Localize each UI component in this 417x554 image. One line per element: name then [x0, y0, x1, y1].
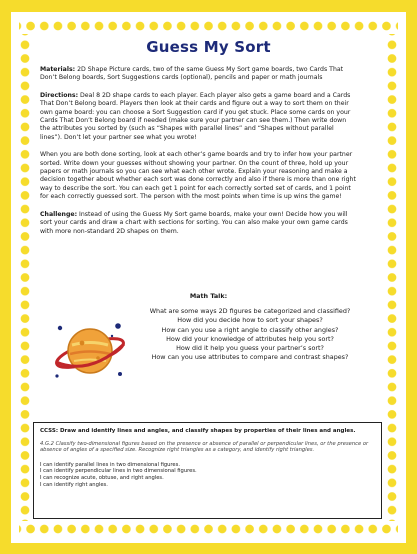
- directions-paragraph: [40, 92, 356, 142]
- math-talk-question: How did your knowledge of attributes help you sort?: [166, 334, 334, 343]
- ccss-standards-box: [33, 422, 382, 519]
- i-can-statement: I can recognize acute, obtuse, and right angles.: [40, 474, 164, 481]
- dot-border-left: [18, 34, 32, 521]
- math-talk-question: How can you use a right angle to classify other angles?: [161, 325, 339, 334]
- dot-border-right: [385, 34, 399, 521]
- math-talk-question: How did it help you guess your partner’s sort?: [176, 344, 324, 353]
- i-can-statements: [40, 462, 375, 488]
- challenge-paragraph: [40, 211, 356, 236]
- planet-with-ring-icon: [52, 318, 126, 384]
- i-can-statement: I can identify right angles.: [40, 481, 108, 488]
- page-title: Guess My Sort: [146, 38, 271, 56]
- ccss-standard-text: 4.G.2 Classify two-dimensional figures based on the presence or absence of parallel or perpendicular lines, or the presence or absence of angles of a specified size. Recognize right triangles as a category, and identify right triangles.: [40, 440, 369, 454]
- materials-label: Materials:: [40, 66, 76, 73]
- ccss-heading: CCSS: Draw and identify lines and angles, and classify shapes by properties of their lines and angles.: [40, 428, 356, 434]
- math-talk-question: What are some ways 2D figures be categorized and classified?: [149, 307, 351, 315]
- dot-border-bottom: [19, 522, 398, 536]
- challenge-label: Challenge:: [40, 210, 78, 218]
- i-can-statement: I can identify perpendicular lines in two dimensional figures.: [40, 468, 197, 475]
- dot-border-top: [19, 19, 398, 33]
- directions-text: Deal 8 2D shape cards to each player. Each player also gets a game board and a Cards That Don’t Belong board. Players then look at their cards and figure out a way to sort them on their own game board: you can choose a Sort Suggestion card if you get stuck. Place some cards on your Cards That Don’t Belong board if needed (make sure your partner can see them.) Then write down the attributes you sorted by (such as “Shapes with parallel lines” and “Shapes without parallel lines”). Don’t let your partner see what you wrote!: [40, 91, 351, 141]
- i-can-statement: I can identify parallel lines in two dimensional figures.: [40, 461, 180, 468]
- materials-paragraph: [40, 66, 356, 83]
- math-talk-question: How can you use attributes to compare and contrast shapes?: [151, 353, 349, 362]
- materials-text: 2D Shape Picture cards, two of the same Guess My Sort game boards, two Cards That Don’t Belong boards, Sort Suggestions cards (optional), pencils and paper or math journals: [40, 66, 344, 82]
- instructions: [40, 66, 356, 245]
- challenge-text: Instead of using the Guess My Sort game boards, make your own! Decide how you will sort your cards and draw a chart with sections for sorting. You can also make your own game cards with more non-standard 2D shapes on them.: [40, 210, 348, 235]
- directions-label: Directions:: [40, 91, 79, 99]
- math-talk-questions: [140, 307, 360, 363]
- scoring-paragraph: When you are both done sorting, look at each other’s game boards and try to infer how your partner sorted. Write down your guesses without showing your partner. On the count of three, hold up your papers or math journals so you can see what each other wrote. Explain your reasoning and make a decision together about whether each sort was done correctly and also if there is more than one right way to describe the sort. You can each get 1 point for each correctly sorted set of cards, and 1 point for each correctly guessed sort. The person with the most points when time is up wins the game!: [40, 151, 356, 201]
- math-talk-question: How did you decide how to sort your shapes?: [177, 316, 323, 325]
- math-talk-heading: Math Talk:: [189, 292, 228, 300]
